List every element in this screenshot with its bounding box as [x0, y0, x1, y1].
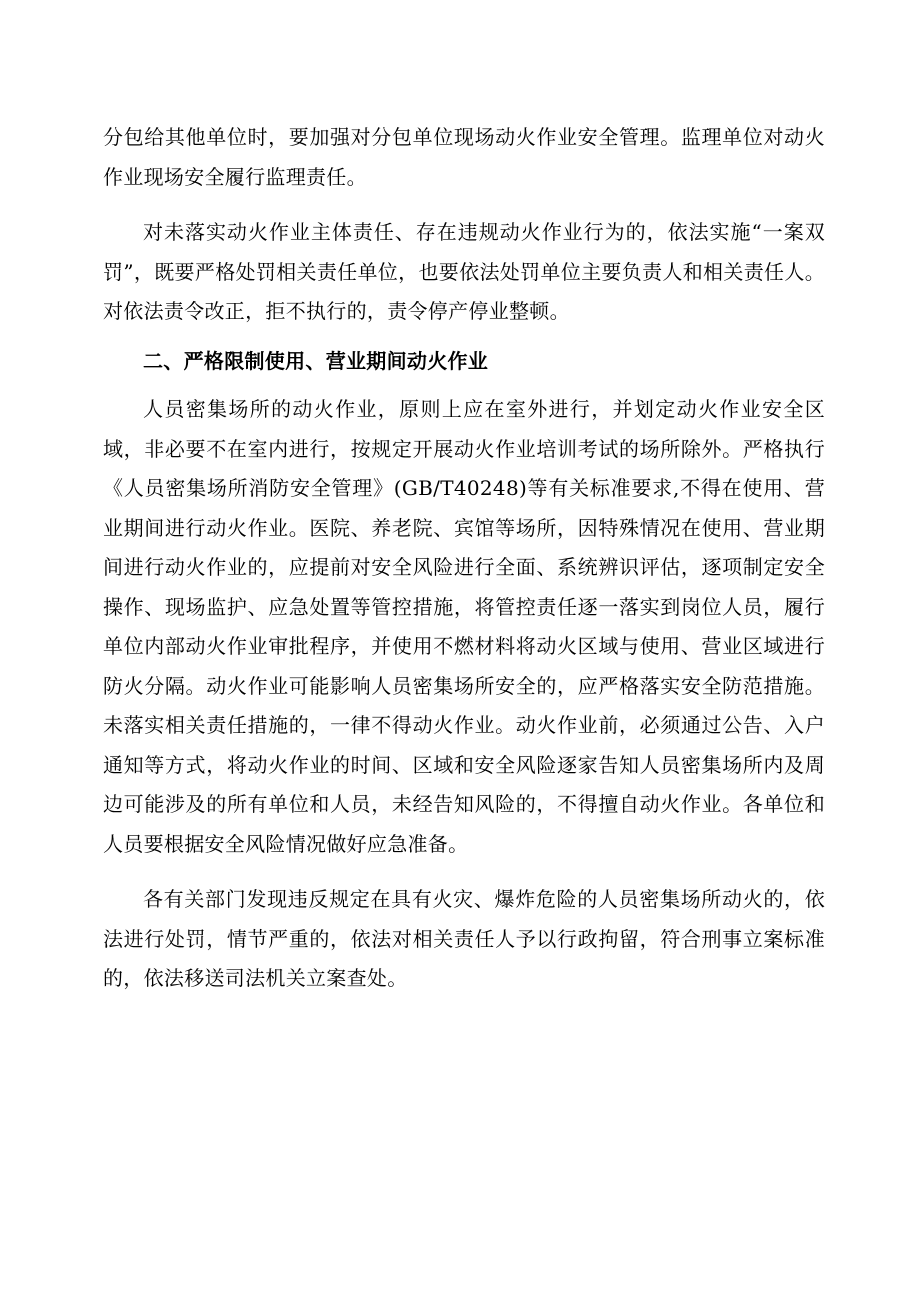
paragraph-crowded-places: 人员密集场所的动火作业，原则上应在室外进行，并划定动火作业安全区域，非必要不在室内进行，按规定开展动火作业培训考试的场所除外。严格执行《人员密集场所消防安全管理》(GB/T40248)等有关标准要求,不得在使用、营业期间进行动火作业。医院、养老院、宾馆等场所，因特殊情况在使用、营业期间进行动火作业的，应提前对安全风险进行全面、系统辨识评估，逐项制定安全操作、现场监护、应急处置等管控措施，将管控责任逐一落实到岗位人员，履行单位内部动火作业审批程序，并使用不燃材料将动火区域与使用、营业区域进行防火分隔。动火作业可能影响人员密集场所安全的，应严格落实安全防范措施。未落实相关责任措施的，一律不得动火作业。动火作业前，必须通过公告、入户通知等方式，将动火作业的时间、区域和安全风险逐家告知人员密集场所内及周边可能涉及的所有单位和人员，未经告知风险的，不得擅自动火作业。各单位和人员要根据安全风险情况做好应急准备。 — [103, 397, 825, 856]
paragraph-penalty: 对未落实动火作业主体责任、存在违规动火作业行为的，依法实施“一案双罚”，既要严格处罚相关责任单位，也要依法处罚单位主要负责人和相关责任人。对依法责令改正，拒不执行的，责令停产停业整顿。 — [103, 220, 825, 323]
document-page — [103, 118, 825, 999]
paragraph-enforcement: 各有关部门发现违反规定在具有火灾、爆炸危险的人员密集场所动火的，依法进行处罚，情节严重的，依法对相关责任人予以行政拘留，符合刑事立案标准的，依法移送司法机关立案查处。 — [103, 887, 825, 990]
paragraph-subcontract: 分包给其他单位时，要加强对分包单位现场动火作业安全管理。监理单位对动火作业现场安全履行监理责任。 — [103, 125, 825, 189]
section-heading: 二、严格限制使用、营业期间动火作业 — [143, 348, 489, 373]
